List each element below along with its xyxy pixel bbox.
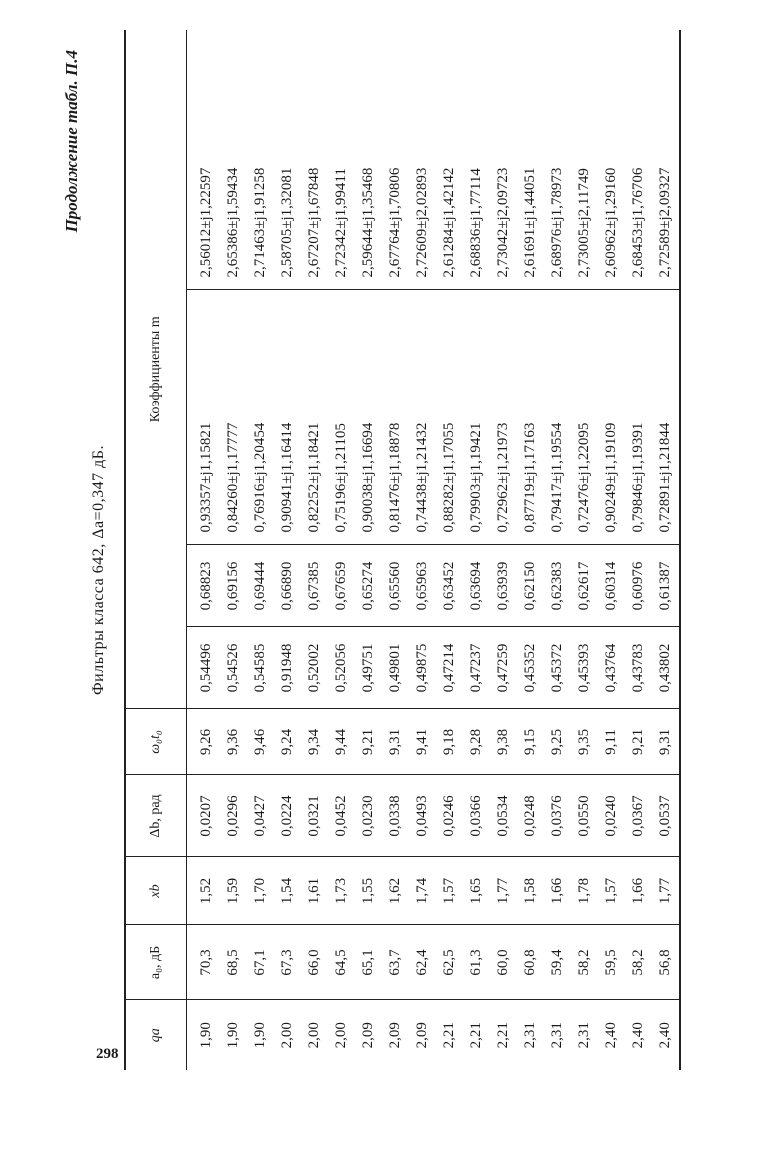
cell-coef-4: 2,65386±j1,59434 — [220, 30, 247, 290]
table-row — [463, 30, 490, 1070]
table-row — [544, 30, 571, 1070]
cell-a0: 68,5 — [220, 925, 247, 1000]
cell-a0: 67,1 — [247, 925, 274, 1000]
cell-xb: 1,70 — [247, 857, 274, 925]
cell-a0: 60,0 — [490, 925, 517, 1000]
cell-w0t0: 9,35 — [571, 709, 598, 775]
cell-delta-b: 0,0207 — [187, 775, 221, 857]
table-row — [571, 30, 598, 1070]
cell-coef-3: 0,90941±j1,16414 — [274, 290, 301, 545]
cell-qa: 2,00 — [279, 1022, 295, 1049]
header-delta-b: Δb, рад — [125, 775, 187, 857]
header-qa: qa — [125, 1000, 187, 1070]
cell-coef-2: 0,60976 — [625, 545, 652, 627]
cell-w0t0: 9,36 — [220, 709, 247, 775]
cell-w0t0: 9,25 — [544, 709, 571, 775]
cell-qa: 2,00 — [306, 1022, 322, 1049]
cell-xb: 1,57 — [436, 857, 463, 925]
filter-coefficients-table — [124, 30, 681, 1070]
cell-coef-2: 0,68823 — [187, 545, 221, 627]
cell-coef-2: 0,66890 — [274, 545, 301, 627]
cell-coef-2: 0,65560 — [382, 545, 409, 627]
cell-coef-2: 0,63694 — [463, 545, 490, 627]
cell-xb: 1,65 — [463, 857, 490, 925]
cell-coef-2: 0,60314 — [598, 545, 625, 627]
cell-coef-1: 0,49875 — [409, 627, 436, 709]
cell-qa: 2,00 — [333, 1022, 349, 1049]
cell-coef-2: 0,69156 — [220, 545, 247, 627]
cell-delta-b: 0,0427 — [247, 775, 274, 857]
cell-coef-3: 0,87719±j1,17163 — [517, 290, 544, 545]
cell-delta-b: 0,0321 — [301, 775, 328, 857]
header-coefficients: Коэффициенты m — [125, 30, 187, 709]
cell-coef-3: 0,74438±j1,21432 — [409, 290, 436, 545]
cell-coef-2: 0,65274 — [355, 545, 382, 627]
cell-coef-3: 0,79417±j1,19554 — [544, 290, 571, 545]
cell-coef-3: 0,76916±j1,20454 — [247, 290, 274, 545]
cell-xb: 1,55 — [355, 857, 382, 925]
cell-qa: 2,31 — [522, 1022, 538, 1049]
cell-qa: 2,40 — [603, 1022, 619, 1049]
cell-xb: 1,73 — [328, 857, 355, 925]
table-row — [382, 30, 409, 1070]
cell-coef-1: 0,45372 — [544, 627, 571, 709]
cell-coef-1: 0,43802 — [652, 627, 680, 709]
cell-coef-2: 0,62383 — [544, 545, 571, 627]
cell-w0t0: 9,38 — [490, 709, 517, 775]
cell-xb: 1,78 — [571, 857, 598, 925]
table-row — [274, 30, 301, 1070]
cell-qa: 1,90 — [252, 1022, 268, 1049]
table-row — [220, 30, 247, 1070]
cell-coef-3: 0,88282±j1,17055 — [436, 290, 463, 545]
cell-qa: 2,09 — [387, 1022, 403, 1049]
cell-qa: 1,90 — [225, 1022, 241, 1049]
cell-qa: 2,40 — [657, 1022, 673, 1049]
table-row — [409, 30, 436, 1070]
cell-coef-1: 0,47237 — [463, 627, 490, 709]
cell-delta-b: 0,0550 — [571, 775, 598, 857]
cell-delta-b: 0,0366 — [463, 775, 490, 857]
cell-coef-3: 0,79846±j1,19391 — [625, 290, 652, 545]
cell-delta-b: 0,0493 — [409, 775, 436, 857]
cell-a0: 65,1 — [355, 925, 382, 1000]
cell-xb: 1,62 — [382, 857, 409, 925]
cell-coef-1: 0,43783 — [625, 627, 652, 709]
cell-coef-4: 2,68976±j1,78973 — [544, 30, 571, 290]
cell-coef-4: 2,72589±j2,09327 — [652, 30, 680, 290]
cell-w0t0: 9,28 — [463, 709, 490, 775]
cell-delta-b: 0,0367 — [625, 775, 652, 857]
cell-xb: 1,66 — [625, 857, 652, 925]
cell-coef-4: 2,72342±j1,99411 — [328, 30, 355, 290]
cell-w0t0: 9,26 — [187, 709, 221, 775]
table-header-row — [125, 30, 187, 1070]
cell-coef-4: 2,61691±j1,44051 — [517, 30, 544, 290]
cell-coef-3: 0,84260±j1,17777 — [220, 290, 247, 545]
cell-w0t0: 9,21 — [355, 709, 382, 775]
table-body — [187, 30, 681, 1070]
table-row — [301, 30, 328, 1070]
cell-xb: 1,74 — [409, 857, 436, 925]
cell-coef-2: 0,69444 — [247, 545, 274, 627]
cell-coef-2: 0,65963 — [409, 545, 436, 627]
cell-xb: 1,54 — [274, 857, 301, 925]
header-xb: xb — [125, 857, 187, 925]
cell-delta-b: 0,0452 — [328, 775, 355, 857]
cell-coef-2: 0,61387 — [652, 545, 680, 627]
cell-delta-b: 0,0537 — [652, 775, 680, 857]
cell-coef-3: 0,72962±j1,21973 — [490, 290, 517, 545]
cell-delta-b: 0,0534 — [490, 775, 517, 857]
header-a0: a₀, дБ — [125, 925, 187, 1000]
cell-delta-b: 0,0248 — [517, 775, 544, 857]
table-row — [187, 30, 221, 1070]
header-w0t0: ω₀t₀ — [125, 709, 187, 775]
table-row — [652, 30, 680, 1070]
cell-coef-3: 0,79903±j1,19421 — [463, 290, 490, 545]
cell-coef-3: 0,72891±j1,21844 — [652, 290, 680, 545]
cell-coef-1: 0,54585 — [247, 627, 274, 709]
cell-coef-1: 0,54526 — [220, 627, 247, 709]
table-row — [490, 30, 517, 1070]
cell-a0: 60,8 — [517, 925, 544, 1000]
cell-w0t0: 9,18 — [436, 709, 463, 775]
table-row — [328, 30, 355, 1070]
cell-coef-1: 0,54496 — [187, 627, 221, 709]
cell-xb: 1,52 — [187, 857, 221, 925]
cell-coef-2: 0,67385 — [301, 545, 328, 627]
cell-coef-3: 0,90038±j1,16694 — [355, 290, 382, 545]
cell-coef-4: 2,59644±j1,35468 — [355, 30, 382, 290]
cell-coef-1: 0,45352 — [517, 627, 544, 709]
cell-delta-b: 0,0376 — [544, 775, 571, 857]
cell-a0: 56,8 — [652, 925, 680, 1000]
cell-coef-3: 0,93357±j1,15821 — [187, 290, 221, 545]
cell-delta-b: 0,0338 — [382, 775, 409, 857]
table-row — [598, 30, 625, 1070]
cell-coef-4: 2,73042±j2,09723 — [490, 30, 517, 290]
cell-xb: 1,61 — [301, 857, 328, 925]
cell-xb: 1,77 — [652, 857, 680, 925]
cell-coef-4: 2,60962±j1,29160 — [598, 30, 625, 290]
cell-xb: 1,58 — [517, 857, 544, 925]
table-continued-label: Продолжение табл. П.4 — [62, 50, 81, 233]
cell-coef-2: 0,63452 — [436, 545, 463, 627]
cell-qa: 2,09 — [414, 1022, 430, 1049]
cell-a0: 64,5 — [328, 925, 355, 1000]
cell-delta-b: 0,0240 — [598, 775, 625, 857]
cell-a0: 58,2 — [571, 925, 598, 1000]
cell-coef-3: 0,90249±j1,19109 — [598, 290, 625, 545]
cell-xb: 1,57 — [598, 857, 625, 925]
table-row — [625, 30, 652, 1070]
rotated-page-content — [60, 30, 740, 1110]
cell-coef-3: 0,75196±j1,21105 — [328, 290, 355, 545]
cell-coef-1: 0,47259 — [490, 627, 517, 709]
cell-a0: 58,2 — [625, 925, 652, 1000]
cell-coef-4: 2,56012±j1,22597 — [187, 30, 221, 290]
cell-coef-3: 0,82252±j1,18421 — [301, 290, 328, 545]
cell-coef-4: 2,71463±j1,91258 — [247, 30, 274, 290]
cell-delta-b: 0,0246 — [436, 775, 463, 857]
table-row — [436, 30, 463, 1070]
cell-w0t0: 9,44 — [328, 709, 355, 775]
page-number: 298 — [96, 1046, 119, 1062]
filter-table-container — [124, 30, 681, 1070]
cell-coef-4: 2,68453±j1,76706 — [625, 30, 652, 290]
cell-coef-4: 2,58705±j1,32081 — [274, 30, 301, 290]
cell-coef-2: 0,63939 — [490, 545, 517, 627]
cell-coef-4: 2,61284±j1,42142 — [436, 30, 463, 290]
cell-a0: 61,3 — [463, 925, 490, 1000]
cell-a0: 63,7 — [382, 925, 409, 1000]
cell-a0: 62,5 — [436, 925, 463, 1000]
cell-coef-1: 0,45393 — [571, 627, 598, 709]
cell-coef-1: 0,52002 — [301, 627, 328, 709]
cell-qa: 2,40 — [630, 1022, 646, 1049]
cell-w0t0: 9,41 — [409, 709, 436, 775]
cell-qa: 2,09 — [360, 1022, 376, 1049]
cell-qa: 2,21 — [441, 1022, 457, 1049]
cell-delta-b: 0,0296 — [220, 775, 247, 857]
cell-a0: 67,3 — [274, 925, 301, 1000]
cell-coef-2: 0,67659 — [328, 545, 355, 627]
cell-coef-1: 0,43764 — [598, 627, 625, 709]
cell-xb: 1,66 — [544, 857, 571, 925]
table-row — [517, 30, 544, 1070]
cell-coef-1: 0,91948 — [274, 627, 301, 709]
cell-qa: 1,90 — [198, 1022, 214, 1049]
cell-w0t0: 9,34 — [301, 709, 328, 775]
cell-xb: 1,77 — [490, 857, 517, 925]
cell-w0t0: 9,46 — [247, 709, 274, 775]
cell-coef-4: 2,67207±j1,67848 — [301, 30, 328, 290]
table-row — [247, 30, 274, 1070]
cell-delta-b: 0,0224 — [274, 775, 301, 857]
cell-w0t0: 9,24 — [274, 709, 301, 775]
cell-coef-1: 0,47214 — [436, 627, 463, 709]
cell-coef-1: 0,49801 — [382, 627, 409, 709]
cell-xb: 1,59 — [220, 857, 247, 925]
cell-coef-3: 0,72476±j1,22095 — [571, 290, 598, 545]
cell-coef-4: 2,72609±j2,02893 — [409, 30, 436, 290]
cell-coef-4: 2,73005±j2,11749 — [571, 30, 598, 290]
cell-qa: 2,21 — [495, 1022, 511, 1049]
cell-coef-4: 2,67764±j1,70806 — [382, 30, 409, 290]
cell-a0: 59,4 — [544, 925, 571, 1000]
cell-coef-2: 0,62617 — [571, 545, 598, 627]
cell-a0: 62,4 — [409, 925, 436, 1000]
cell-coef-1: 0,49751 — [355, 627, 382, 709]
cell-w0t0: 9,11 — [598, 709, 625, 775]
cell-coef-2: 0,62150 — [517, 545, 544, 627]
cell-w0t0: 9,21 — [625, 709, 652, 775]
cell-coef-3: 0,81476±j1,18878 — [382, 290, 409, 545]
cell-qa: 2,31 — [576, 1022, 592, 1049]
table-title: Фильтры класса 642, Δa=0,347 дБ. — [90, 445, 107, 695]
cell-a0: 70,3 — [187, 925, 221, 1000]
cell-qa: 2,21 — [468, 1022, 484, 1049]
cell-w0t0: 9,15 — [517, 709, 544, 775]
table-row — [355, 30, 382, 1070]
cell-w0t0: 9,31 — [382, 709, 409, 775]
cell-a0: 66,0 — [301, 925, 328, 1000]
cell-coef-1: 0,52056 — [328, 627, 355, 709]
cell-a0: 59,5 — [598, 925, 625, 1000]
cell-w0t0: 9,31 — [652, 709, 680, 775]
cell-qa: 2,31 — [549, 1022, 565, 1049]
cell-delta-b: 0,0230 — [355, 775, 382, 857]
cell-coef-4: 2,68836±j1,77114 — [463, 30, 490, 290]
